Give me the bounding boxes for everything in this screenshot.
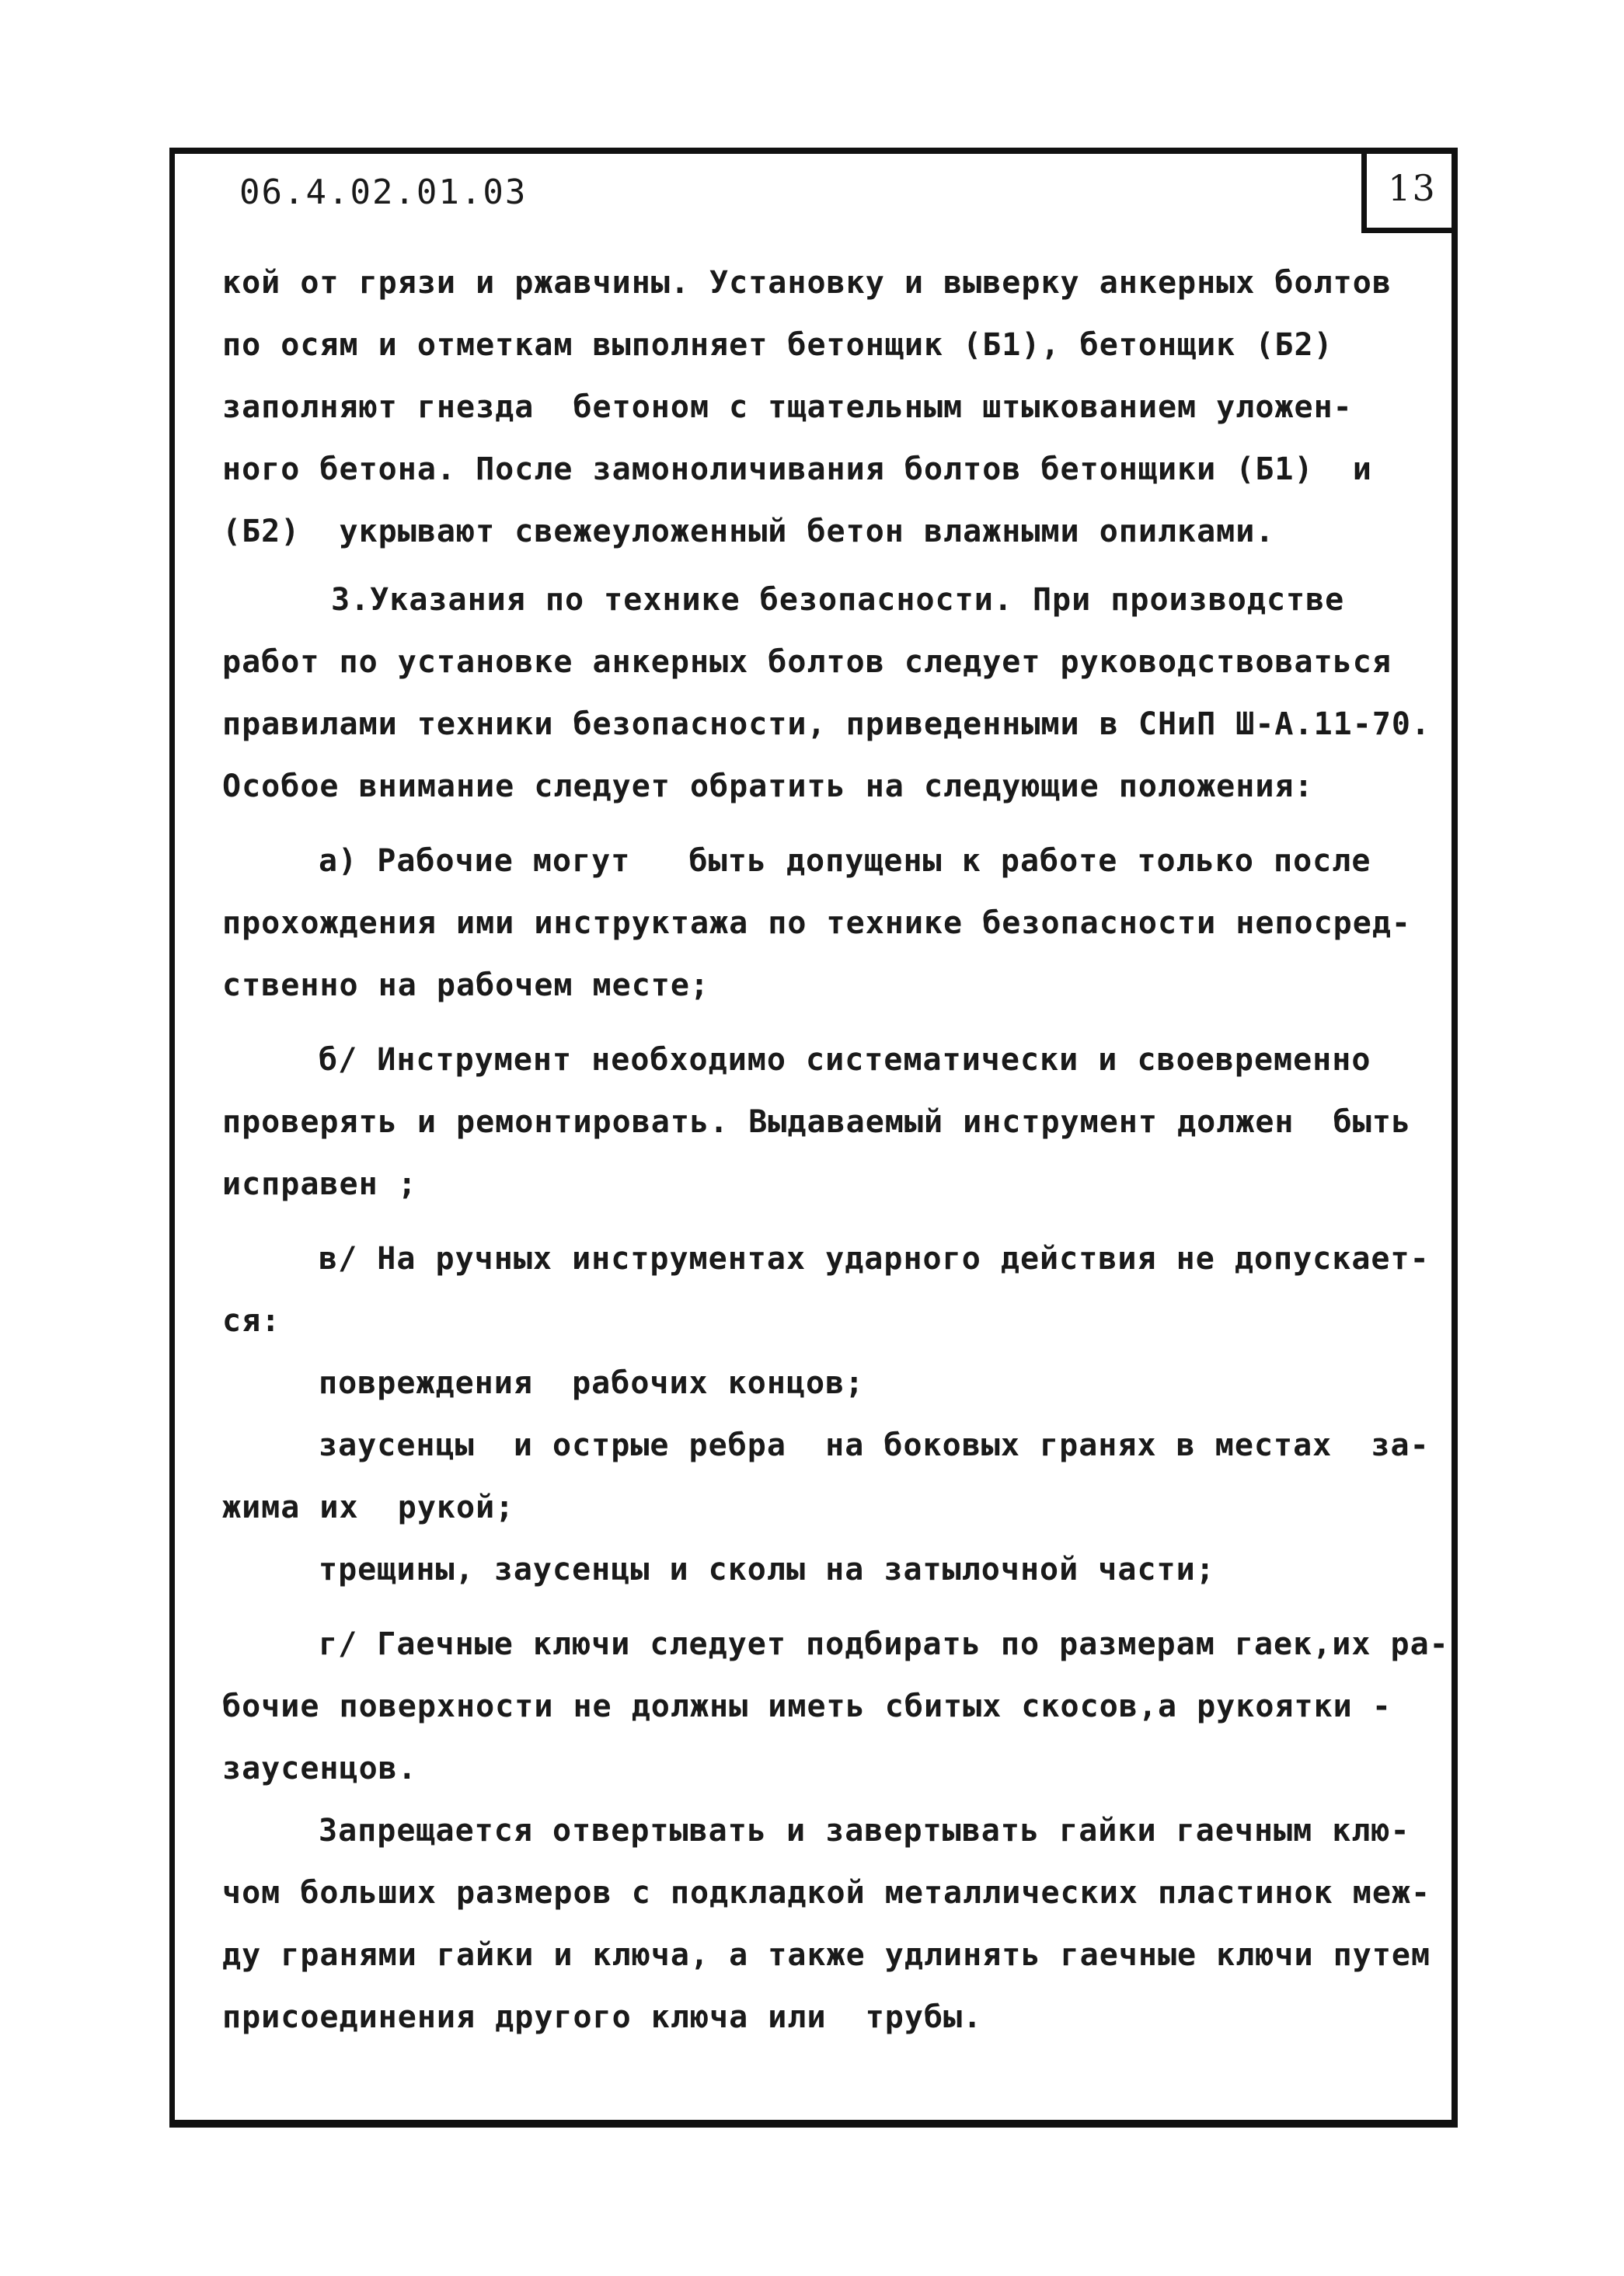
- text-line: работ по установке анкерных болтов следует руководствоваться: [222, 644, 1392, 680]
- text-line: ся:: [222, 1303, 281, 1339]
- text-line: а) Рабочие могут быть допущены к работе только после: [319, 843, 1371, 879]
- document-code: 06.4.02.01.03: [239, 173, 528, 212]
- text-line: в/ На ручных инструментах ударного действия не допускает-: [319, 1241, 1430, 1277]
- text-line: по осям и отметкам выполняет бетонщик (Б1), бетонщик (Б2): [222, 327, 1333, 363]
- text-line: бочие поверхности не должны иметь сбитых скосов,а рукоятки -: [222, 1689, 1392, 1724]
- text-line: заусенцы и острые ребра на боковых гранях в местах за-: [319, 1427, 1430, 1463]
- text-line: правилами техники безопасности, приведенными в СНиП Ш-А.11-70.: [222, 706, 1431, 742]
- text-line: повреждения рабочих концов;: [319, 1365, 865, 1401]
- text-line: Запрещается отвертывать и завертывать гайки гаечным клю-: [319, 1813, 1410, 1849]
- text-line: проверять и ремонтировать. Выдаваемый инструмент должен быть: [222, 1104, 1412, 1140]
- text-line: заполняют гнезда бетоном с тщательным штыкованием уложен-: [222, 389, 1353, 425]
- text-line: Особое внимание следует обратить на следующие положения:: [222, 769, 1314, 804]
- page-number: 13: [1361, 148, 1458, 233]
- text-line: присоединения другого ключа или трубы.: [222, 1999, 983, 2035]
- text-line: (Б2) укрывают свежеуложенный бетон влажными опилками.: [222, 514, 1275, 549]
- text-line: чом больших размеров с подкладкой металлических пластинок меж-: [222, 1875, 1431, 1911]
- text-line: жима их рукой;: [222, 1490, 515, 1525]
- text-line: б/ Инструмент необходимо систематически и своевременно: [319, 1042, 1371, 1078]
- text-line: заусенцов.: [222, 1751, 417, 1786]
- text-line: трещины, заусенцы и сколы на затылочной части;: [319, 1552, 1215, 1588]
- text-line: кой от грязи и ржавчины. Установку и выверку анкерных болтов: [222, 265, 1392, 301]
- text-line: ного бетона. После замоноличивания болтов бетонщики (Б1) и: [222, 451, 1372, 487]
- text-line: ду гранями гайки и ключа, а также удлинять гаечные ключи путем: [222, 1937, 1431, 1973]
- text-line: прохождения ими инструктажа по технике безопасности непосред-: [222, 905, 1412, 941]
- text-line: 3.Указания по технике безопасности. При производстве: [331, 582, 1345, 618]
- text-line: исправен ;: [222, 1166, 417, 1202]
- text-line: ственно на рабочем месте;: [222, 967, 710, 1003]
- text-line: г/ Гаечные ключи следует подбирать по размерам гаек,их ра-: [319, 1626, 1449, 1662]
